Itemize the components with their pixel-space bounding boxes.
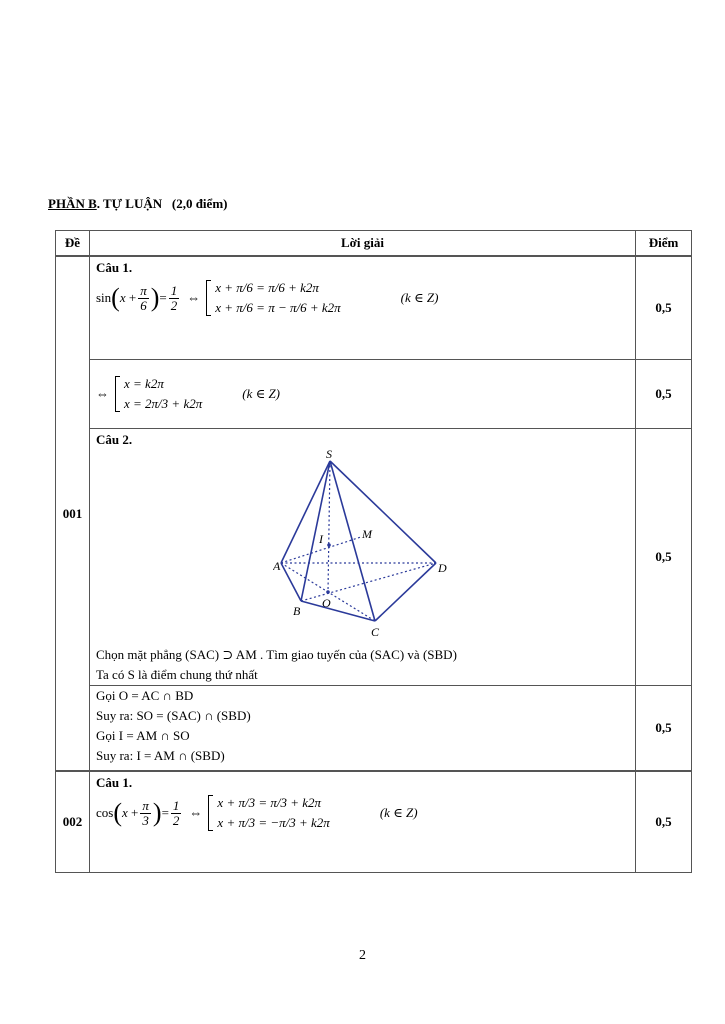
table-row: [56, 686, 692, 772]
section-heading: [48, 196, 227, 212]
solution-cell: [90, 429, 636, 686]
iff-sign: ⇔: [189, 805, 203, 820]
label-a: A: [273, 559, 281, 573]
equals-sign: =: [161, 805, 169, 820]
k-in-z: (k ∈ Z): [379, 805, 418, 820]
label-m: M: [362, 527, 372, 541]
score-cell: 0,5: [636, 771, 692, 873]
exam-code-001: 001: [56, 256, 90, 771]
section-part: PHẦN B: [48, 196, 97, 211]
text-line: Suy ra: SO = (SAC) ∩ (SBD): [96, 708, 251, 723]
header-code: Đề: [56, 231, 90, 257]
text-line: Chọn mặt phẳng (SAC) ⊃ AM . Tìm giao tuyến của (SAC) và (SBD): [96, 647, 457, 662]
fraction: $\frac{\pi}{3}$: [142, 797, 149, 828]
equation-system: [115, 376, 202, 412]
fraction: $\frac{\pi}{6}$: [140, 282, 147, 313]
iff-sign: ⇔: [96, 386, 109, 401]
section-title: . TỰ LUẬN: [96, 196, 163, 211]
score-cell: 0,5: [636, 256, 692, 360]
label-b: B: [293, 604, 301, 618]
score-cell: 0,5: [636, 429, 692, 686]
solution-table: [55, 230, 692, 873]
equation-line: x + π/3 = π/3 + k2π: [217, 795, 322, 810]
k-in-z: (k ∈ Z): [242, 386, 281, 401]
equation-cos: cos ( x + $\frac{\pi}{3}$ ) = $\frac{1}{2}$ ⇔ x + π/3 = π/3 + k2π x + π/3 = −π/3 + k2π (k ∈ Z): [96, 795, 418, 830]
label-i: I: [319, 532, 323, 546]
solution-cell: [90, 686, 636, 772]
var-x: x: [122, 805, 128, 820]
solution-cell: [90, 360, 636, 429]
plus-sign: +: [128, 290, 137, 305]
question-title: Câu 1.: [96, 775, 133, 790]
plus-sign: +: [131, 805, 139, 820]
label-c: C: [371, 625, 380, 639]
solution-cell: [90, 256, 636, 360]
table-header-row: [56, 231, 692, 257]
solution-cell: [90, 771, 636, 873]
label-d: D: [438, 561, 447, 575]
k-in-z: (k ∈ Z): [400, 290, 439, 305]
table-row: [56, 256, 692, 360]
sin-fn: sin: [96, 290, 112, 305]
equation-line: x + π/6 = π − π/6 + k2π: [215, 300, 341, 315]
score-cell: 0,5: [636, 686, 692, 772]
text-line: Suy ra: I = AM ∩ (SBD): [96, 748, 225, 763]
equation-sin: sin ( x + $\frac{\pi}{6}$ ) = $\frac{1}{2}$ ⇔ x + π/6 = π/6 + k2π x + π/6 = π − π/6 + k2π (k ∈ Z): [96, 280, 439, 315]
iff-sign: ⇔: [187, 290, 201, 305]
cos-fn: cos: [96, 805, 114, 820]
equation-system: [206, 280, 340, 316]
section-points: (2,0 điểm): [171, 196, 228, 211]
score-cell: 0,5: [636, 360, 692, 429]
question-title: Câu 1.: [96, 260, 133, 275]
exam-code-002: 002: [56, 771, 90, 873]
label-s: S: [326, 449, 332, 461]
equation-line: x + π/3 = −π/3 + k2π: [217, 815, 330, 830]
equation-line: x + π/6 = π/6 + k2π: [215, 280, 319, 295]
var-x: x: [119, 290, 126, 305]
fraction: $\frac{1}{2}$: [170, 282, 178, 313]
equation-line: x = 2π/3 + k2π: [124, 396, 203, 411]
equals-sign: =: [159, 290, 167, 305]
label-o: O: [322, 596, 331, 610]
table-row: [56, 771, 692, 873]
equation-line: x = k2π: [124, 376, 164, 391]
header-solution: Lời giải: [90, 231, 636, 257]
page-number: 2: [359, 948, 366, 963]
text-line: Ta có S là điểm chung thứ nhất: [96, 667, 258, 682]
text-line: Gọi O = AC ∩ BD: [96, 688, 194, 703]
header-score: Điểm: [636, 231, 692, 257]
fraction: $\frac{1}{2}$: [172, 797, 180, 828]
table-row: [56, 429, 692, 686]
equation-system: [208, 795, 329, 831]
text-line: Gọi I = AM ∩ SO: [96, 728, 190, 743]
table-row: [56, 360, 692, 429]
pyramid-figure: [273, 449, 473, 641]
question-title: Câu 2.: [96, 432, 133, 447]
